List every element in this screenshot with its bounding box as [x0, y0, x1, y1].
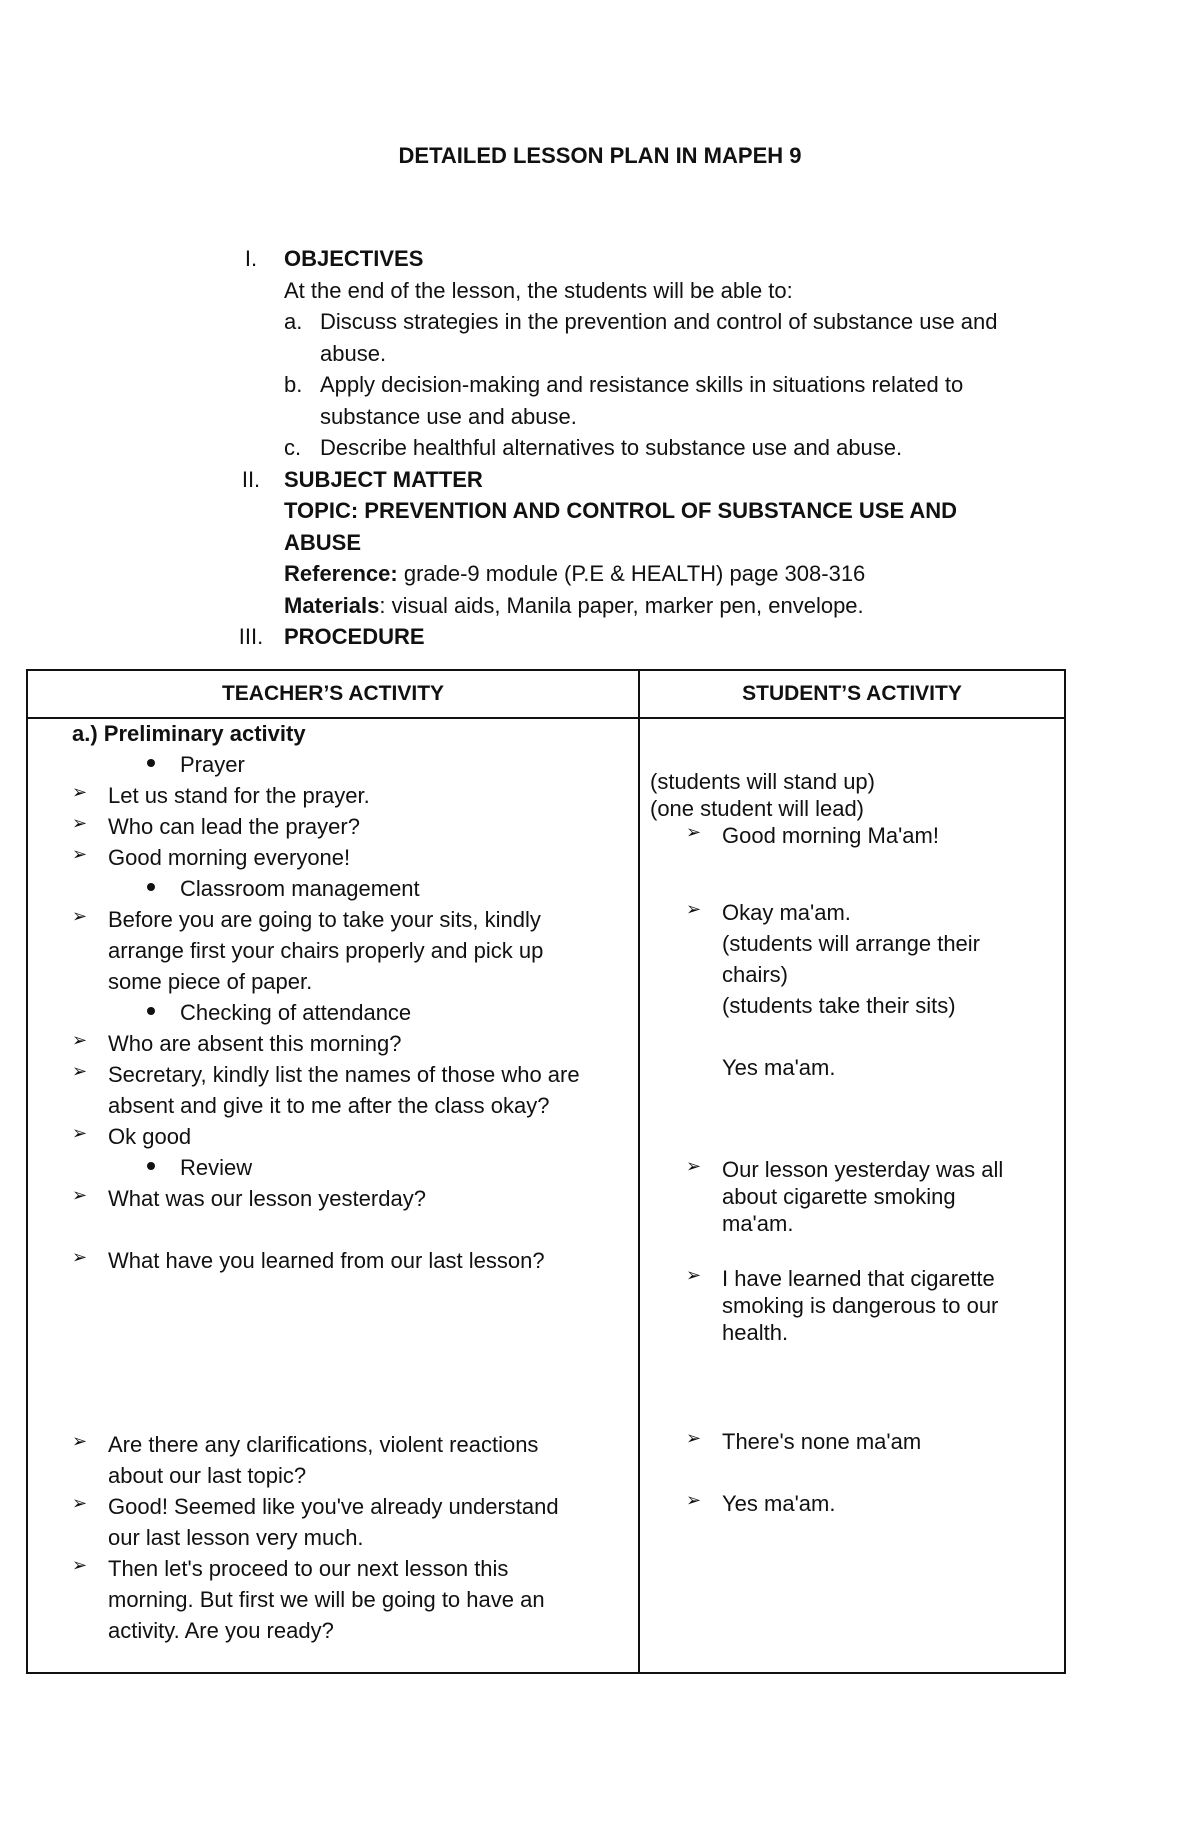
teacher-line: about our last topic? [108, 1463, 307, 1488]
preliminary-activity-heading: a.) Preliminary activity [72, 721, 306, 746]
bullet-icon [147, 1007, 155, 1015]
student-line: (students will stand up) [650, 769, 875, 794]
procedure-heading-row [218, 621, 1068, 653]
classroom-management-label: Classroom management [180, 876, 420, 901]
materials-value: : visual aids, Manila paper, marker pen, envelope. [379, 592, 864, 618]
objective-item-c: c. Describe healthful alternatives to substance use and abuse. [284, 435, 903, 460]
review-label: Review [180, 1155, 253, 1180]
objectives-heading-row [218, 243, 1068, 275]
subject-matter-heading-row [218, 464, 1068, 496]
teacher-activity-cell [27, 718, 639, 1673]
student-line: about cigarette smoking [722, 1184, 956, 1209]
teacher-line: Good morning everyone! [108, 845, 351, 870]
numeral-iii: III. [238, 624, 264, 649]
teacher-line: our last lesson very much. [108, 1525, 364, 1550]
objective-item-b: b. Apply decision-making and resistance skills in situations related to substance use and abuse. [284, 372, 964, 429]
teacher-line: absent and give it to me after the class okay? [108, 1093, 550, 1118]
student-line: ma'am. [722, 1211, 794, 1236]
arrow-bullet-icon: ➢ [686, 1490, 702, 1510]
student-line: Yes ma'am. [722, 1491, 836, 1516]
arrow-bullet-icon: ➢ [686, 1265, 702, 1285]
arrow-bullet-icon: ➢ [72, 813, 88, 833]
objectives-intro: At the end of the lesson, the students will be able to: [284, 277, 793, 303]
teacher-line: activity. Are you ready? [108, 1618, 334, 1643]
teacher-line: Who are absent this morning? [108, 1031, 402, 1056]
arrow-bullet-icon: ➢ [686, 822, 702, 842]
arrow-bullet-icon: ➢ [72, 844, 88, 864]
arrow-bullet-icon: ➢ [72, 1247, 88, 1267]
teacher-line: Are there any clarifications, violent reactions [108, 1432, 539, 1457]
arrow-bullet-icon: ➢ [72, 1431, 88, 1451]
reference-line [284, 558, 1068, 590]
arrow-bullet-icon: ➢ [72, 1030, 88, 1050]
arrow-bullet-icon: ➢ [72, 1061, 88, 1081]
arrow-bullet-icon: ➢ [72, 782, 88, 802]
teacher-line: What was our lesson yesterday? [108, 1186, 426, 1211]
arrow-bullet-icon: ➢ [686, 899, 702, 919]
student-line: Okay ma'am. [722, 900, 851, 925]
reference-value: grade-9 module (P.E & HEALTH) page 308-316 [397, 561, 866, 586]
teacher-line: Ok good [108, 1124, 192, 1149]
lesson-outline [218, 243, 1068, 653]
student-activity-cell [639, 718, 1065, 1673]
procedure-table [26, 669, 1066, 1674]
bullet-icon [147, 759, 155, 767]
teacher-line: Before you are going to take your sits, kindly [108, 907, 541, 932]
document-title: DETAILED LESSON PLAN IN MAPEH 9 [398, 143, 802, 168]
student-line: Our lesson yesterday was all [722, 1157, 1004, 1182]
arrow-bullet-icon: ➢ [72, 1185, 88, 1205]
reference-label: Reference: [284, 561, 398, 586]
numeral-i: I. [244, 246, 258, 271]
teacher-line: morning. But first we will be going to have an [108, 1587, 545, 1612]
teacher-line: Good! Seemed like you've already understand [108, 1494, 559, 1519]
arrow-bullet-icon: ➢ [686, 1428, 702, 1448]
teacher-line: arrange first your chairs properly and pick up [108, 938, 544, 963]
student-line: There's none ma'am [722, 1429, 922, 1454]
student-line: (students take their sits) [722, 993, 956, 1018]
student-activity-header: STUDENT’S ACTIVITY [639, 670, 1065, 718]
prayer-label: Prayer [180, 752, 245, 777]
student-line: I have learned that cigarette [722, 1266, 995, 1291]
objective-item-a: a. Discuss strategies in the prevention and control of substance use and abuse. [284, 309, 998, 366]
student-line: Yes ma'am. [722, 1055, 836, 1080]
bullet-icon [147, 1162, 155, 1170]
student-line: health. [722, 1320, 789, 1345]
teacher-line: Who can lead the prayer? [108, 814, 360, 839]
objectives-heading: OBJECTIVES [284, 246, 424, 271]
materials-line [284, 590, 1068, 622]
teacher-line: some piece of paper. [108, 969, 313, 994]
student-line: Good morning Ma'am! [722, 823, 939, 848]
arrow-bullet-icon: ➢ [686, 1156, 702, 1176]
checking-attendance-label: Checking of attendance [180, 1000, 412, 1025]
student-line: chairs) [722, 962, 789, 987]
student-line: (students will arrange their [722, 931, 981, 956]
numeral-ii: II. [241, 466, 261, 492]
arrow-bullet-icon: ➢ [72, 1555, 88, 1575]
teacher-line: What have you learned from our last lesson? [108, 1248, 545, 1273]
student-line: smoking is dangerous to our [722, 1293, 999, 1318]
procedure-heading: PROCEDURE [284, 624, 425, 649]
student-line: (one student will lead) [650, 796, 865, 821]
table-body-row [27, 718, 1065, 1673]
teacher-line: Then let's proceed to our next lesson this [108, 1556, 509, 1581]
arrow-bullet-icon: ➢ [72, 906, 88, 926]
materials-label: Materials [284, 592, 380, 618]
arrow-bullet-icon: ➢ [72, 1123, 88, 1143]
arrow-bullet-icon: ➢ [72, 1493, 88, 1513]
table-header-row [27, 670, 1065, 718]
teacher-line: Let us stand for the prayer. [108, 783, 370, 808]
teacher-activity-header: TEACHER’S ACTIVITY [27, 670, 639, 718]
subject-matter-heading: SUBJECT MATTER [284, 466, 483, 492]
bullet-icon [147, 883, 155, 891]
teacher-line: Secretary, kindly list the names of those who are [108, 1062, 580, 1087]
topic-line: TOPIC: PREVENTION AND CONTROL OF SUBSTANCE USE AND ABUSE [284, 498, 958, 555]
